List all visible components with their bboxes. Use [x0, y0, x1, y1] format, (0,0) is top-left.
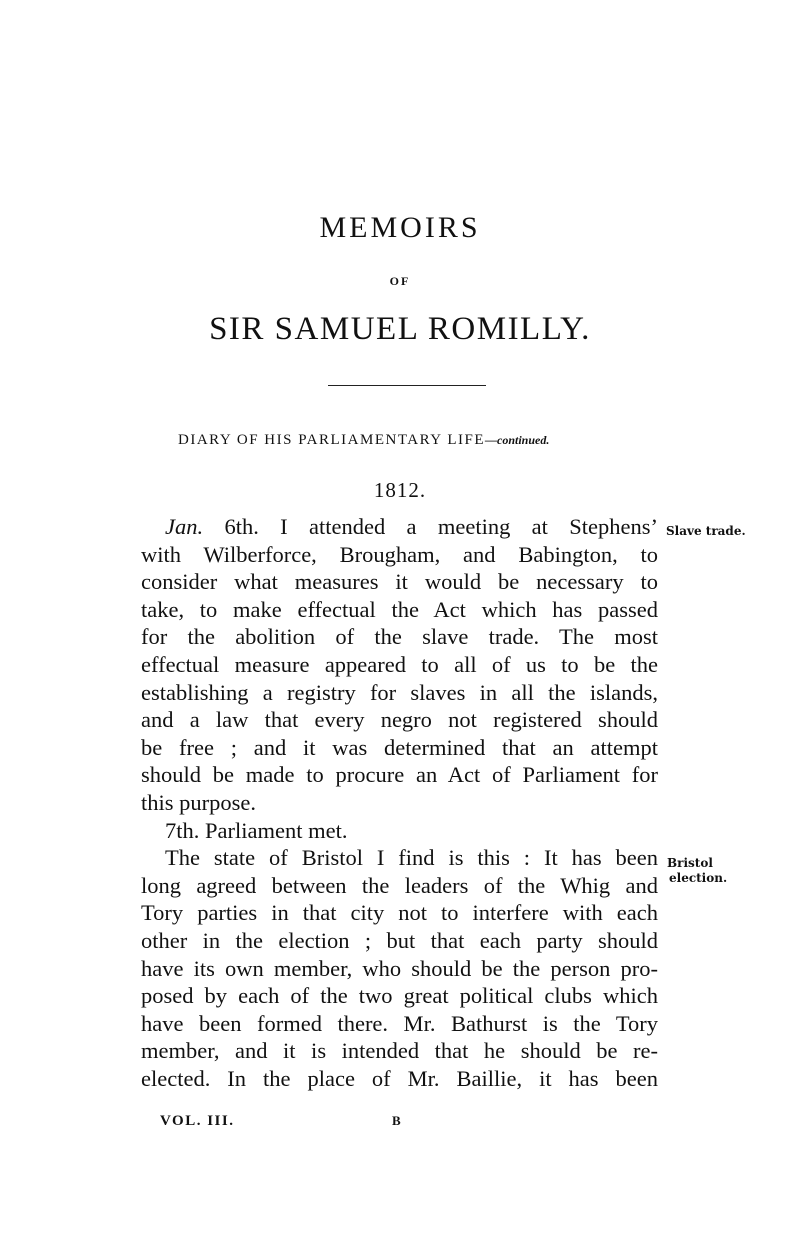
body-line-text: 6th. I attended a meeting at Stephens’: [203, 514, 658, 539]
volume-footer: VOL. III.: [160, 1113, 235, 1129]
body-line: with Wilberforce, Brougham, and Babington, to: [141, 541, 658, 567]
body-line: The state of Bristol I find is this : It has been: [165, 845, 658, 871]
title-rule: [328, 385, 486, 386]
body-line: and a law that every negro not registered should: [141, 707, 658, 733]
body-text: [141, 513, 658, 1092]
margin-note-bristol-election: [667, 856, 727, 886]
body-line: this purpose.: [141, 789, 256, 815]
body-line: [141, 513, 658, 541]
body-line: take, to make effectual the Act which has passed: [141, 596, 658, 622]
signature-mark: B: [392, 1113, 401, 1128]
body-line: other in the election ; but that each party should: [141, 927, 658, 953]
section-heading: [178, 432, 549, 449]
body-line: have its own member, who should be the person pro-: [141, 955, 658, 981]
body-line-lead: Jan.: [165, 514, 204, 539]
year-heading: 1812.: [373, 478, 427, 502]
margin-note-line: Bristol: [667, 856, 713, 870]
body-line: have been formed there. Mr. Bathurst is the Tory: [141, 1010, 658, 1036]
body-line: should be made to procure an Act of Parliament for: [141, 762, 658, 788]
body-line: member, and it is intended that he should be re-: [141, 1038, 658, 1064]
body-line: establishing a registry for slaves in all the islands,: [141, 679, 658, 705]
body-line: 7th. Parliament met.: [165, 817, 348, 843]
body-line: be free ; and it was determined that an attempt: [141, 734, 658, 760]
body-line: elected. In the place of Mr. Baillie, it has been: [141, 1065, 658, 1091]
title-connector: OF: [389, 274, 411, 288]
section-heading-continued: —continued.: [485, 433, 550, 447]
book-subject: SIR SAMUEL ROMILLY.: [209, 311, 591, 347]
body-line: consider what measures it would be necessary to: [141, 569, 658, 595]
body-line: long agreed between the leaders of the Whig and: [141, 872, 658, 898]
body-line: posed by each of the two great political clubs which: [141, 983, 658, 1009]
margin-note-slave-trade: Slave trade.: [666, 524, 746, 538]
body-line: for the abolition of the slave trade. The most: [141, 624, 658, 650]
body-line: effectual measure appeared to all of us to be the: [141, 651, 658, 677]
margin-note-line: election.: [669, 871, 728, 885]
book-title: MEMOIRS: [319, 211, 481, 244]
section-heading-text: DIARY OF HIS PARLIAMENTARY LIFE: [178, 432, 485, 448]
body-line: Tory parties in that city not to interfere with each: [141, 900, 658, 926]
